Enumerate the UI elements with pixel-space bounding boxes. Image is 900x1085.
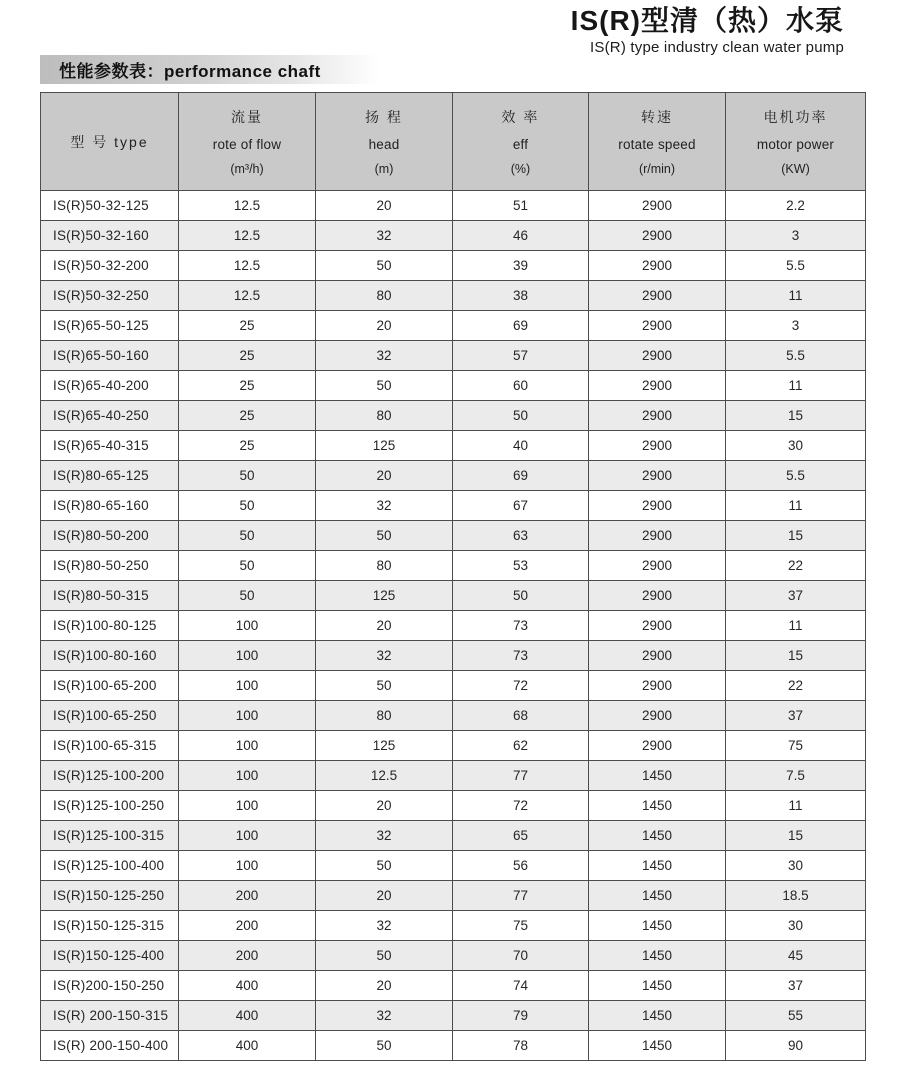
- cell-head: 50: [316, 1031, 453, 1061]
- column-header-unit: (%): [510, 162, 531, 176]
- cell-head: 125: [316, 731, 453, 761]
- cell-flow-rate: 50: [179, 581, 316, 611]
- cell-rotate-speed: 2900: [589, 581, 726, 611]
- cell-efficiency: 60: [453, 371, 589, 401]
- cell-efficiency: 51: [453, 191, 589, 221]
- cell-rotate-speed: 2900: [589, 671, 726, 701]
- cell-motor-power: 15: [726, 521, 866, 551]
- column-header-chinese: 型 号 type: [70, 133, 149, 150]
- cell-head: 20: [316, 971, 453, 1001]
- cell-model: IS(R)50-32-160: [41, 221, 179, 251]
- cell-motor-power: 37: [726, 701, 866, 731]
- cell-head: 20: [316, 191, 453, 221]
- cell-efficiency: 50: [453, 581, 589, 611]
- cell-motor-power: 30: [726, 851, 866, 881]
- cell-motor-power: 11: [726, 611, 866, 641]
- table-row: [41, 911, 866, 941]
- column-header-chinese: 转速: [641, 109, 673, 125]
- cell-head: 32: [316, 221, 453, 251]
- cell-rotate-speed: 1450: [589, 971, 726, 1001]
- table-row: [41, 581, 866, 611]
- cell-motor-power: 5.5: [726, 461, 866, 491]
- cell-rotate-speed: 1450: [589, 911, 726, 941]
- cell-model: IS(R)65-40-315: [41, 431, 179, 461]
- table-row: [41, 221, 866, 251]
- cell-motor-power: 2.2: [726, 191, 866, 221]
- column-header: [589, 93, 726, 191]
- cell-motor-power: 11: [726, 371, 866, 401]
- cell-model: IS(R) 200-150-315: [41, 1001, 179, 1031]
- column-header: [453, 93, 589, 191]
- cell-head: 80: [316, 701, 453, 731]
- cell-efficiency: 67: [453, 491, 589, 521]
- cell-motor-power: 15: [726, 641, 866, 671]
- cell-rotate-speed: 2900: [589, 701, 726, 731]
- column-header-stack: [589, 107, 725, 176]
- cell-rotate-speed: 2900: [589, 731, 726, 761]
- cell-model: IS(R)150-125-400: [41, 941, 179, 971]
- cell-efficiency: 72: [453, 671, 589, 701]
- cell-head: 32: [316, 911, 453, 941]
- cell-model: IS(R)80-50-200: [41, 521, 179, 551]
- cell-flow-rate: 100: [179, 701, 316, 731]
- cell-head: 32: [316, 821, 453, 851]
- cell-efficiency: 69: [453, 311, 589, 341]
- cell-model: IS(R)80-65-160: [41, 491, 179, 521]
- cell-efficiency: 53: [453, 551, 589, 581]
- cell-rotate-speed: 1450: [589, 881, 726, 911]
- table-header-row: [41, 93, 866, 191]
- table-row: [41, 191, 866, 221]
- cell-efficiency: 39: [453, 251, 589, 281]
- cell-rotate-speed: 1450: [589, 821, 726, 851]
- cell-head: 80: [316, 401, 453, 431]
- table-row: [41, 791, 866, 821]
- section-header-bar: [40, 55, 380, 84]
- cell-head: 50: [316, 851, 453, 881]
- cell-motor-power: 11: [726, 491, 866, 521]
- cell-rotate-speed: 2900: [589, 281, 726, 311]
- cell-rotate-speed: 2900: [589, 401, 726, 431]
- cell-efficiency: 46: [453, 221, 589, 251]
- cell-efficiency: 57: [453, 341, 589, 371]
- cell-head: 32: [316, 641, 453, 671]
- table-row: [41, 761, 866, 791]
- cell-rotate-speed: 2900: [589, 431, 726, 461]
- cell-head: 20: [316, 791, 453, 821]
- table-row: [41, 341, 866, 371]
- cell-flow-rate: 12.5: [179, 221, 316, 251]
- table-row: [41, 671, 866, 701]
- column-header: [726, 93, 866, 191]
- column-header-english: motor power: [756, 137, 835, 152]
- cell-rotate-speed: 1450: [589, 941, 726, 971]
- cell-model: IS(R)100-65-315: [41, 731, 179, 761]
- cell-head: 50: [316, 671, 453, 701]
- table-row: [41, 251, 866, 281]
- cell-rotate-speed: 2900: [589, 341, 726, 371]
- page-title-chinese: IS(R)型清（热）水泵: [570, 5, 844, 36]
- cell-model: IS(R)125-100-250: [41, 791, 179, 821]
- cell-flow-rate: 25: [179, 431, 316, 461]
- cell-head: 50: [316, 941, 453, 971]
- cell-motor-power: 3: [726, 311, 866, 341]
- cell-model: IS(R)125-100-400: [41, 851, 179, 881]
- cell-rotate-speed: 2900: [589, 551, 726, 581]
- cell-model: IS(R)100-80-125: [41, 611, 179, 641]
- cell-motor-power: 30: [726, 911, 866, 941]
- table-row: [41, 851, 866, 881]
- cell-model: IS(R)65-50-160: [41, 341, 179, 371]
- cell-model: IS(R)100-80-160: [41, 641, 179, 671]
- cell-flow-rate: 400: [179, 1031, 316, 1061]
- table-row: [41, 971, 866, 1001]
- column-header-english: eff: [512, 137, 529, 152]
- cell-rotate-speed: 2900: [589, 371, 726, 401]
- cell-model: IS(R)125-100-200: [41, 761, 179, 791]
- cell-efficiency: 70: [453, 941, 589, 971]
- column-header-chinese: 效 率: [501, 109, 540, 125]
- cell-efficiency: 77: [453, 881, 589, 911]
- table-row: [41, 641, 866, 671]
- cell-efficiency: 62: [453, 731, 589, 761]
- column-header-chinese: 流量: [231, 109, 263, 125]
- cell-motor-power: 11: [726, 281, 866, 311]
- cell-flow-rate: 25: [179, 341, 316, 371]
- cell-rotate-speed: 1450: [589, 851, 726, 881]
- cell-flow-rate: 25: [179, 401, 316, 431]
- cell-flow-rate: 100: [179, 761, 316, 791]
- cell-rotate-speed: 2900: [589, 191, 726, 221]
- table-row: [41, 941, 866, 971]
- table-row: [41, 311, 866, 341]
- cell-motor-power: 37: [726, 971, 866, 1001]
- cell-flow-rate: 25: [179, 311, 316, 341]
- cell-efficiency: 79: [453, 1001, 589, 1031]
- column-header: [41, 93, 179, 191]
- table-row: [41, 461, 866, 491]
- cell-flow-rate: 50: [179, 551, 316, 581]
- cell-motor-power: 45: [726, 941, 866, 971]
- column-header-stack: [179, 107, 315, 176]
- cell-model: IS(R)125-100-315: [41, 821, 179, 851]
- cell-efficiency: 73: [453, 641, 589, 671]
- cell-motor-power: 7.5: [726, 761, 866, 791]
- cell-efficiency: 65: [453, 821, 589, 851]
- cell-flow-rate: 100: [179, 821, 316, 851]
- cell-flow-rate: 100: [179, 791, 316, 821]
- cell-efficiency: 72: [453, 791, 589, 821]
- cell-head: 125: [316, 431, 453, 461]
- cell-head: 80: [316, 281, 453, 311]
- column-header-chinese: 扬 程: [365, 109, 403, 125]
- cell-rotate-speed: 1450: [589, 1001, 726, 1031]
- cell-rotate-speed: 2900: [589, 611, 726, 641]
- cell-flow-rate: 100: [179, 851, 316, 881]
- cell-motor-power: 3: [726, 221, 866, 251]
- column-header-stack: [316, 107, 452, 176]
- cell-efficiency: 68: [453, 701, 589, 731]
- cell-flow-rate: 12.5: [179, 191, 316, 221]
- cell-head: 50: [316, 371, 453, 401]
- cell-model: IS(R)200-150-250: [41, 971, 179, 1001]
- cell-efficiency: 38: [453, 281, 589, 311]
- column-header-english: rote of flow: [212, 137, 282, 152]
- table-body: [41, 191, 866, 1061]
- cell-rotate-speed: 1450: [589, 1031, 726, 1061]
- table-row: [41, 521, 866, 551]
- column-header-english: rotate speed: [618, 137, 696, 152]
- cell-flow-rate: 100: [179, 671, 316, 701]
- page-title-block: [571, 5, 844, 56]
- cell-flow-rate: 400: [179, 1001, 316, 1031]
- table-row: [41, 611, 866, 641]
- cell-motor-power: 15: [726, 821, 866, 851]
- cell-head: 12.5: [316, 761, 453, 791]
- cell-motor-power: 55: [726, 1001, 866, 1031]
- cell-head: 50: [316, 521, 453, 551]
- cell-model: IS(R)80-50-315: [41, 581, 179, 611]
- column-header-unit: (r/min): [638, 162, 676, 176]
- page-title-english: IS(R) type industry clean water pump: [590, 39, 844, 57]
- cell-rotate-speed: 2900: [589, 521, 726, 551]
- cell-head: 20: [316, 461, 453, 491]
- cell-flow-rate: 200: [179, 911, 316, 941]
- cell-head: 32: [316, 1001, 453, 1031]
- column-header: [316, 93, 453, 191]
- cell-flow-rate: 200: [179, 881, 316, 911]
- cell-rotate-speed: 2900: [589, 461, 726, 491]
- table-row: [41, 821, 866, 851]
- cell-motor-power: 11: [726, 791, 866, 821]
- cell-flow-rate: 25: [179, 371, 316, 401]
- cell-flow-rate: 50: [179, 491, 316, 521]
- table-row: [41, 881, 866, 911]
- cell-model: IS(R)150-125-250: [41, 881, 179, 911]
- cell-motor-power: 15: [726, 401, 866, 431]
- cell-efficiency: 73: [453, 611, 589, 641]
- cell-head: 20: [316, 611, 453, 641]
- cell-rotate-speed: 2900: [589, 221, 726, 251]
- cell-flow-rate: 50: [179, 521, 316, 551]
- cell-motor-power: 75: [726, 731, 866, 761]
- cell-efficiency: 56: [453, 851, 589, 881]
- cell-model: IS(R) 200-150-400: [41, 1031, 179, 1061]
- cell-efficiency: 78: [453, 1031, 589, 1061]
- cell-motor-power: 30: [726, 431, 866, 461]
- cell-motor-power: 5.5: [726, 341, 866, 371]
- table-header: [41, 93, 866, 191]
- table-row: [41, 1031, 866, 1061]
- column-header: [179, 93, 316, 191]
- cell-flow-rate: 100: [179, 641, 316, 671]
- cell-efficiency: 69: [453, 461, 589, 491]
- cell-flow-rate: 400: [179, 971, 316, 1001]
- cell-motor-power: 90: [726, 1031, 866, 1061]
- cell-model: IS(R)65-50-125: [41, 311, 179, 341]
- cell-motor-power: 37: [726, 581, 866, 611]
- cell-motor-power: 22: [726, 551, 866, 581]
- cell-rotate-speed: 2900: [589, 491, 726, 521]
- cell-motor-power: 22: [726, 671, 866, 701]
- column-header-unit: (m): [374, 162, 394, 176]
- cell-flow-rate: 50: [179, 461, 316, 491]
- table-row: [41, 731, 866, 761]
- table-row: [41, 1001, 866, 1031]
- cell-model: IS(R)100-65-200: [41, 671, 179, 701]
- cell-rotate-speed: 2900: [589, 311, 726, 341]
- cell-efficiency: 75: [453, 911, 589, 941]
- cell-motor-power: 5.5: [726, 251, 866, 281]
- column-header-stack: [726, 107, 865, 176]
- cell-model: IS(R)65-40-200: [41, 371, 179, 401]
- cell-rotate-speed: 2900: [589, 251, 726, 281]
- table-row: [41, 371, 866, 401]
- cell-model: IS(R)150-125-315: [41, 911, 179, 941]
- column-header-stack: [41, 132, 178, 152]
- cell-rotate-speed: 2900: [589, 641, 726, 671]
- cell-head: 20: [316, 311, 453, 341]
- cell-model: IS(R)65-40-250: [41, 401, 179, 431]
- column-header-english: head: [368, 137, 400, 152]
- cell-flow-rate: 12.5: [179, 281, 316, 311]
- cell-flow-rate: 12.5: [179, 251, 316, 281]
- section-title: 性能参数表：performance chaft: [59, 62, 321, 81]
- cell-efficiency: 77: [453, 761, 589, 791]
- cell-rotate-speed: 1450: [589, 761, 726, 791]
- cell-head: 125: [316, 581, 453, 611]
- column-header-unit: (m³/h): [230, 162, 264, 176]
- cell-model: IS(R)80-65-125: [41, 461, 179, 491]
- table-row: [41, 701, 866, 731]
- table-row: [41, 281, 866, 311]
- cell-model: IS(R)50-32-250: [41, 281, 179, 311]
- cell-head: 50: [316, 251, 453, 281]
- table-row: [41, 491, 866, 521]
- cell-flow-rate: 200: [179, 941, 316, 971]
- cell-rotate-speed: 1450: [589, 791, 726, 821]
- cell-flow-rate: 100: [179, 731, 316, 761]
- cell-head: 32: [316, 491, 453, 521]
- cell-flow-rate: 100: [179, 611, 316, 641]
- table-row: [41, 401, 866, 431]
- cell-head: 32: [316, 341, 453, 371]
- cell-head: 20: [316, 881, 453, 911]
- column-header-stack: [453, 107, 588, 176]
- cell-model: IS(R)50-32-125: [41, 191, 179, 221]
- cell-efficiency: 63: [453, 521, 589, 551]
- column-header-unit: (KW): [781, 162, 810, 176]
- table-row: [41, 431, 866, 461]
- cell-model: IS(R)100-65-250: [41, 701, 179, 731]
- cell-model: IS(R)80-50-250: [41, 551, 179, 581]
- cell-head: 80: [316, 551, 453, 581]
- table-row: [41, 551, 866, 581]
- cell-efficiency: 74: [453, 971, 589, 1001]
- column-header-chinese: 电机功率: [763, 109, 828, 125]
- cell-model: IS(R)50-32-200: [41, 251, 179, 281]
- cell-efficiency: 40: [453, 431, 589, 461]
- cell-efficiency: 50: [453, 401, 589, 431]
- performance-table: [40, 92, 866, 1061]
- cell-motor-power: 18.5: [726, 881, 866, 911]
